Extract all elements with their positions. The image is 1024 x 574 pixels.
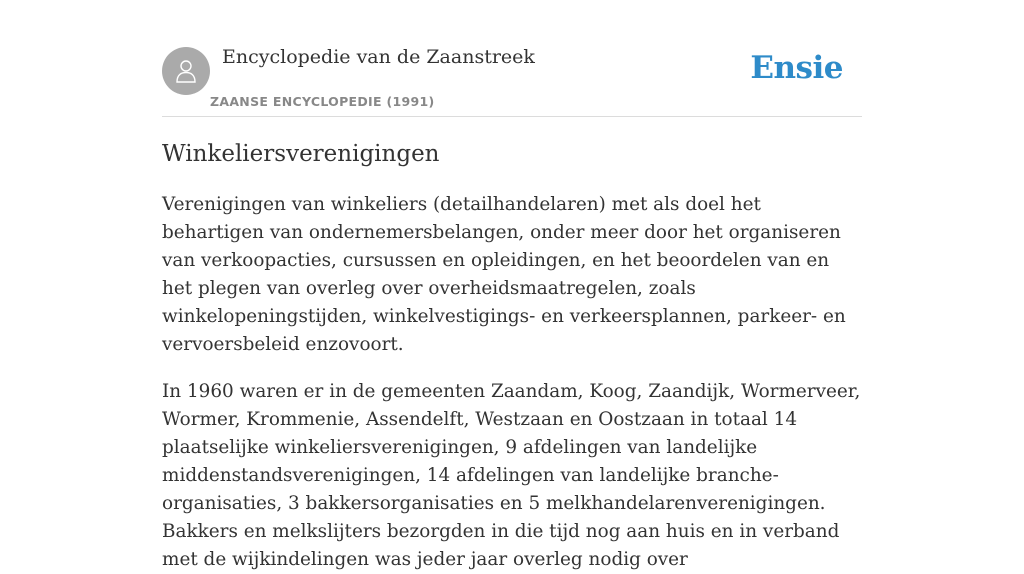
source-avatar[interactable]: [162, 47, 210, 95]
article-title: Winkeliersverenigingen: [162, 141, 440, 167]
user-icon: [172, 57, 200, 85]
article-paragraph-1: Verenigingen van winkeliers (detailhandelaren) met als doel het behartigen van ondernemersbelangen, onder meer door het organiseren van verkoopacties, cursussen en opleidingen, en het beoordelen van en het plegen van overleg over overheidsmaatregelen, zoals winkelopeningstijden, winkelvestigings- en verkeersplannen, parkeer- en vervoersbeleid enzovoort.: [162, 194, 846, 355]
ensie-logo-link[interactable]: Ensie: [750, 50, 843, 86]
article: [162, 137, 862, 574]
source-header: [162, 0, 862, 117]
article-paragraph-2: In 1960 waren er in de gemeenten Zaandam, Koog, Zaandijk, Wormerveer, Wormer, Krommenie, Assendelft, Westzaan en Oostzaan in totaal 14 plaatselijke winkeliersverenigingen, 9 afdelingen van landelijke middenstandsverenigingen, 14 afdelingen van landelijke branche-organisaties, 3 bakkersorganisaties en 5 melkhandelarenverenigingen. Bakkers en melkslijters bezorgden in die tijd nog aan huis en in verband met de wijkindelingen was jeder jaar overleg nodig over: [162, 381, 861, 570]
source-subtitle[interactable]: ZAANSE ENCYCLOPEDIE (1991): [210, 94, 435, 109]
source-title[interactable]: Encyclopedie van de Zaanstreek: [222, 46, 535, 68]
